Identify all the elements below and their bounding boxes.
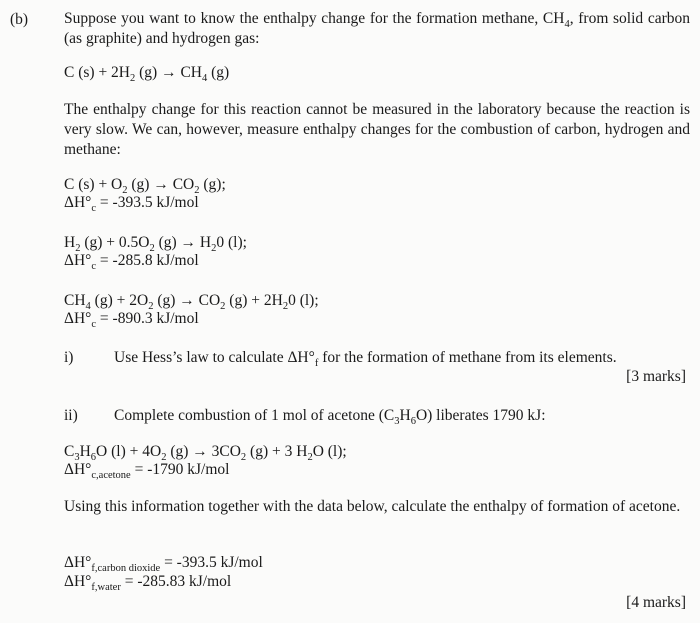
reaction-methane-combustion: $CH_4$ $(g) + 2O_2$ $(g) \to CO_2$ $(g) + 2H_20$ (l); bbox=[64, 292, 319, 313]
question-i-text: Use Hess’s law to calculate $\Delta H^\circ_f$ for the formation of methane from its elements. bbox=[114, 349, 617, 370]
explanation-text: The enthalpy change for this reaction cannot be measured in the laboratory because the reaction is very slow. We can, however, measure enthalpy changes for the combustion of carbon, hydrogen and methane: bbox=[64, 101, 690, 158]
dh-carbon-combustion: $\Delta H^\circ_c = -393.5$ kJ/mol bbox=[64, 194, 199, 215]
question-ii-text: Complete combustion of 1 mol of acetone $(C_3H_6O)$ liberates 1790 kJ: bbox=[114, 407, 546, 428]
dh-methane-combustion: $\Delta H^\circ_c = -890.3$ kJ/mol bbox=[64, 310, 199, 331]
acetone-reaction: $C_3H_6O$ $(l) + 4O_2$ $(g) \to 3CO_2$ (g) + 3 $H_2O$ (l); bbox=[64, 443, 347, 464]
intro-text: Suppose you want to know the enthalpy change for the formation methane, $CH_4$, from solid carbon (as graphite) and hydrogen gas: bbox=[64, 10, 690, 47]
target-reaction: C $(s) + 2H_2$ $(g) \to CH_4$ (g) bbox=[64, 64, 230, 85]
dh-formation-water: $\Delta H^\circ_{f,water} = -285.83$ kJ/mol bbox=[64, 573, 232, 594]
part-label: (b) bbox=[10, 11, 29, 28]
using-text: Using this information together with the data below, calculate the enthalpy of formation of acetone. bbox=[64, 498, 681, 515]
question-ii-number: ii) bbox=[64, 407, 78, 424]
question-ii-marks: [4 marks] bbox=[626, 594, 686, 611]
question-i-marks: [3 marks] bbox=[626, 368, 686, 385]
question-i-number: i) bbox=[64, 349, 74, 366]
dh-formation-carbon-dioxide: $\Delta H^\circ_{f,carbon dioxide} = -393.5$ kJ/mol bbox=[64, 554, 263, 575]
reaction-hydrogen-combustion: $H_2$ $(g) + 0.5O_2$ $(g) \to H_20$ (l); bbox=[64, 234, 247, 255]
dh-hydrogen-combustion: $\Delta H^\circ_c = -285.8$ kJ/mol bbox=[64, 252, 199, 273]
reaction-carbon-combustion: C $(s) + O_2$ $(g) \to CO_2$ (g); bbox=[64, 176, 226, 197]
dh-acetone-combustion: $\Delta H^\circ_{c,acetone} = -1790$ kJ/mol bbox=[64, 461, 230, 482]
